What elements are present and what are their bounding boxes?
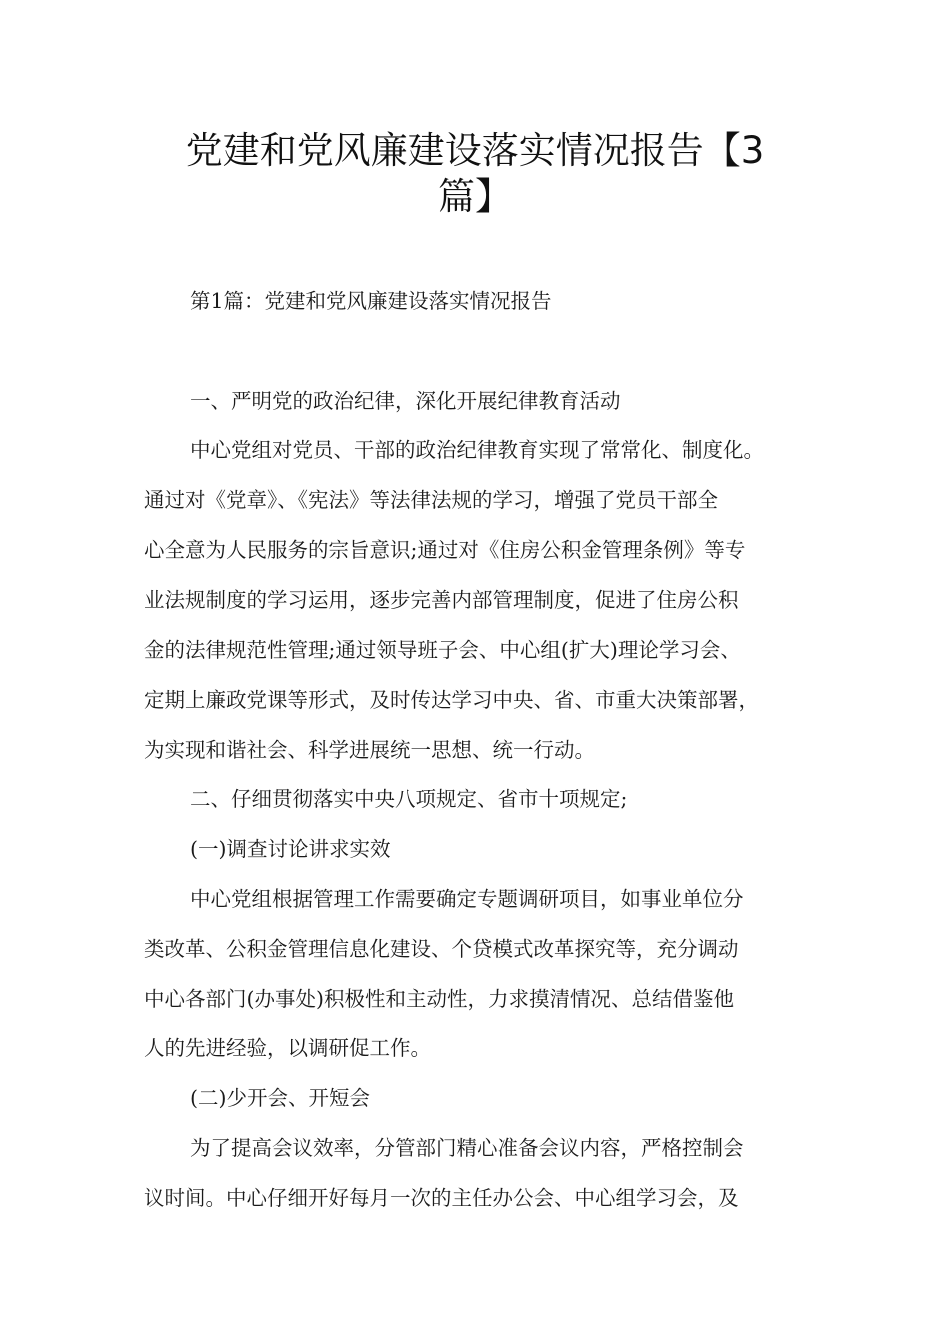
title-line-1: 党建和党风廉建设落实情况报告【3: [185, 129, 765, 172]
paragraph-line: 议时间。中心仔细开好每月一次的主任办公会、中心组学习会，及: [144, 1186, 739, 1210]
paragraph-line: 中心党组根据管理工作需要确定专题调研项目，如事业单位分: [190, 887, 744, 911]
paragraph-line: 中心党组对党员、干部的政治纪律教育实现了常常化、制度化。: [190, 438, 764, 462]
paragraph-line: 金的法律规范性管理;通过领导班子会、中心组(扩大)理论学习会、: [144, 638, 741, 662]
paragraph-line: 定期上廉政党课等形式，及时传达学习中央、省、市重大决策部署，: [144, 688, 759, 712]
paragraph-line: 为了提高会议效率，分管部门精心准备会议内容，严格控制会: [190, 1136, 744, 1160]
paragraph-line: 中心各部门(办事处)积极性和主动性，力求摸清情况、总结借鉴他: [144, 987, 734, 1011]
heading-1: 一、严明党的政治纪律，深化开展纪律教育活动: [190, 389, 621, 413]
paragraph-line: 人的先进经验，以调研促工作。: [144, 1036, 431, 1060]
paragraph-line: 心全意为人民服务的宗旨意识;通过对《住房公积金管理条例》等专: [144, 538, 746, 562]
document-title: [0, 128, 950, 220]
paragraph-line: 类改革、公积金管理信息化建设、个贷模式改革探究等，充分调动: [144, 937, 739, 961]
subheading-1: (一)调查讨论讲求实效: [190, 837, 391, 861]
section-subtitle: 第1篇：党建和党风廉建设落实情况报告: [190, 289, 552, 313]
heading-2: 二、仔细贯彻落实中央八项规定、省市十项规定;: [190, 787, 628, 811]
subheading-2: (二)少开会、开短会: [190, 1086, 370, 1110]
paragraph-line: 业法规制度的学习运用，逐步完善内部管理制度，促进了住房公积: [144, 588, 739, 612]
paragraph-line: 通过对《党章》、《宪法》等法律法规的学习，增强了党员干部全: [144, 488, 718, 512]
paragraph-line: 为实现和谐社会、科学进展统一思想、统一行动。: [144, 738, 595, 762]
title-line-2: 篇】: [438, 175, 512, 218]
